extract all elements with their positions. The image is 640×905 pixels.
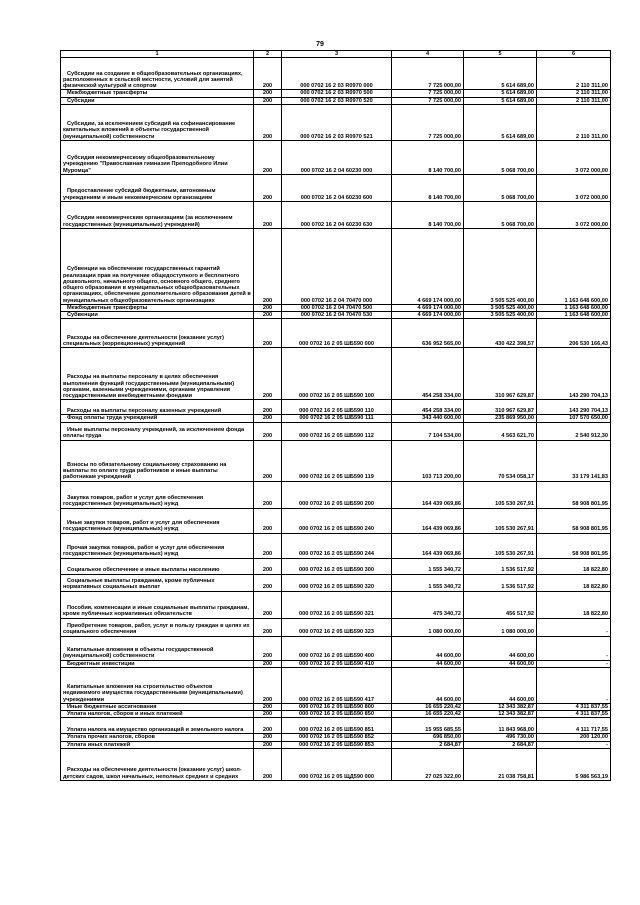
row-executed-amount: 105 530 267,91 <box>464 508 537 533</box>
row-approved-amount: 4 669 174 000,00 <box>392 312 464 319</box>
row-executed-amount: 21 038 758,81 <box>464 748 537 780</box>
row-budget-code: 000 0702 16 2 05 ШБ590 851 <box>282 718 392 734</box>
table-row <box>61 104 611 140</box>
row-executed-amount: 235 869 950,00 <box>464 415 537 422</box>
row-name: Пособия, компенсации и иные социальные выплаты гражданам, кроме публичных нормативных обязательств <box>61 591 254 618</box>
table-row <box>61 636 611 660</box>
table-row <box>61 558 611 574</box>
row-name: Социальные выплаты гражданам, кроме публичных нормативных социальных выплат <box>61 574 254 591</box>
row-budget-code: 000 0702 16 2 05 ШБ590 100 <box>282 348 392 400</box>
row-executed-amount: 5 068 700,00 <box>464 201 537 228</box>
budget-table <box>60 50 611 781</box>
row-executed-amount: 44 600,00 <box>464 636 537 660</box>
row-name: Субсидия некоммерческому общеобразовательному учреждению "Православная гимназия Преподобного Илии Муромца" <box>61 140 254 174</box>
row-unexecuted-amount: - <box>537 741 611 748</box>
row-approved-amount: 16 655 220,42 <box>392 703 464 710</box>
row-unexecuted-amount: 3 072 000,00 <box>537 140 611 174</box>
row-unexecuted-amount: 107 570 650,00 <box>537 415 611 422</box>
table-row <box>61 533 611 558</box>
row-approved-amount: 4 669 174 000,00 <box>392 228 464 304</box>
row-executed-amount: 5 068 700,00 <box>464 140 537 174</box>
row-unexecuted-amount: 1 163 648 600,00 <box>537 304 611 311</box>
row-name: Приобретение товаров, работ, услуг в пользу граждан в целях их социального обеспечения <box>61 618 254 636</box>
table-row <box>61 304 611 311</box>
row-budget-code: 000 0702 16 2 04 70470 530 <box>282 312 392 319</box>
row-budget-code: 000 0702 16 2 05 ШБ590 119 <box>282 440 392 481</box>
row-unexecuted-amount: 2 110 311,00 <box>537 97 611 104</box>
table-row <box>61 748 611 780</box>
row-unexecuted-amount: - <box>537 636 611 660</box>
row-budget-code: 000 0702 16 2 05 ШБ590 110 <box>282 400 392 415</box>
row-unexecuted-amount: 2 110 311,00 <box>537 58 611 90</box>
column-header-3: 3 <box>282 51 392 58</box>
row-unexecuted-amount: 58 908 801,95 <box>537 533 611 558</box>
row-name: Расходы на выплаты персоналу казенных учреждений <box>61 400 254 415</box>
row-approved-amount: 8 140 700,00 <box>392 201 464 228</box>
table-row <box>61 591 611 618</box>
row-name: Расходы на обеспечение деятельности (оказание услуг) специальных (коррекционных) учреждений <box>61 319 254 348</box>
row-name: Субсидии <box>61 97 254 104</box>
row-budget-code: 000 0702 16 2 04 60230 000 <box>282 140 392 174</box>
table-row <box>61 422 611 440</box>
column-header-6: 6 <box>537 51 611 58</box>
row-code: 200 <box>254 174 282 201</box>
row-unexecuted-amount: 18 822,80 <box>537 558 611 574</box>
row-unexecuted-amount: 33 179 141,83 <box>537 440 611 481</box>
row-executed-amount: 310 967 629,87 <box>464 348 537 400</box>
row-executed-amount: 5 068 700,00 <box>464 174 537 201</box>
row-budget-code: 000 0702 16 2 05 ШБ590 300 <box>282 558 392 574</box>
table-row <box>61 741 611 748</box>
row-unexecuted-amount: 206 530 166,43 <box>537 319 611 348</box>
row-approved-amount: 1 555 340,72 <box>392 558 464 574</box>
row-executed-amount: 11 843 968,00 <box>464 718 537 734</box>
row-name: Иные выплаты персоналу учреждений, за исключением фонда оплаты труда <box>61 422 254 440</box>
row-executed-amount: 310 967 629,87 <box>464 400 537 415</box>
row-name: Расходы на обеспечение деятельности (оказание услуг) школ-детских садов, школ начальных, неполных средних и средних <box>61 748 254 780</box>
row-code: 200 <box>254 140 282 174</box>
row-approved-amount: 1 080 000,00 <box>392 618 464 636</box>
row-code: 200 <box>254 660 282 667</box>
row-executed-amount: 3 505 525 400,00 <box>464 312 537 319</box>
table-row <box>61 140 611 174</box>
row-budget-code: 000 0702 16 2 05 ШБ590 112 <box>282 422 392 440</box>
row-budget-code: 000 0702 16 2 05 ШБ590 410 <box>282 660 392 667</box>
row-name: Капитальные вложения в объекты государственной (муниципальной) собственности <box>61 636 254 660</box>
row-code: 200 <box>254 533 282 558</box>
row-budget-code: 000 0702 16 2 05 ШБ590 320 <box>282 574 392 591</box>
row-budget-code: 000 0702 16 2 05 ШБ590 800 <box>282 703 392 710</box>
row-unexecuted-amount: 143 290 704,13 <box>537 400 611 415</box>
table-row <box>61 415 611 422</box>
row-budget-code: 000 0702 16 2 05 ШБ590 321 <box>282 591 392 618</box>
row-budget-code: 000 0702 16 2 03 R0970 521 <box>282 104 392 140</box>
table-row <box>61 618 611 636</box>
row-approved-amount: 164 439 069,86 <box>392 481 464 508</box>
row-code: 200 <box>254 711 282 718</box>
column-header-2: 2 <box>254 51 282 58</box>
row-approved-amount: 343 440 600,00 <box>392 415 464 422</box>
table-row <box>61 440 611 481</box>
table-row <box>61 201 611 228</box>
row-name: Уплата налогов, сборов и иных платежей <box>61 711 254 718</box>
table-row <box>61 718 611 734</box>
row-executed-amount: 1 536 517,92 <box>464 558 537 574</box>
row-approved-amount: 7 725 000,00 <box>392 58 464 90</box>
row-executed-amount: 496 730,00 <box>464 734 537 741</box>
table-row <box>61 667 611 703</box>
row-approved-amount: 44 600,00 <box>392 660 464 667</box>
row-unexecuted-amount: 3 072 000,00 <box>537 201 611 228</box>
row-budget-code: 000 0702 16 2 03 R0970 500 <box>282 90 392 97</box>
row-name: Расходы на выплаты персоналу в целях обеспечения выполнения функций государственными (муниципальными) органами, казенными учреждениями, органами управления государственными внебюджетными фондами <box>61 348 254 400</box>
column-header-1: 1 <box>61 51 254 58</box>
row-code: 200 <box>254 667 282 703</box>
table-row <box>61 660 611 667</box>
row-executed-amount: 44 600,00 <box>464 667 537 703</box>
row-budget-code: 000 0702 16 2 04 60230 630 <box>282 201 392 228</box>
row-unexecuted-amount: 58 908 801,95 <box>537 508 611 533</box>
table-row <box>61 348 611 400</box>
row-executed-amount: 5 614 689,00 <box>464 58 537 90</box>
row-budget-code: 000 0702 16 2 05 ШБ590 240 <box>282 508 392 533</box>
row-code: 200 <box>254 415 282 422</box>
row-code: 200 <box>254 636 282 660</box>
row-code: 200 <box>254 618 282 636</box>
row-approved-amount: 7 104 534,00 <box>392 422 464 440</box>
row-code: 200 <box>254 348 282 400</box>
row-name: Иные бюджетные ассигнования <box>61 703 254 710</box>
row-approved-amount: 27 025 322,00 <box>392 748 464 780</box>
row-executed-amount: 3 505 525 400,00 <box>464 304 537 311</box>
row-approved-amount: 1 555 340,72 <box>392 574 464 591</box>
row-code: 200 <box>254 741 282 748</box>
table-row <box>61 711 611 718</box>
row-budget-code: 000 0702 16 2 03 R0970 520 <box>282 97 392 104</box>
row-name: Иные закупки товаров, работ и услуг для обеспечения государственных (муниципальных) нужд <box>61 508 254 533</box>
row-approved-amount: 164 439 069,86 <box>392 508 464 533</box>
row-budget-code: 000 0702 16 2 05 ШБ590 200 <box>282 481 392 508</box>
row-approved-amount: 44 600,00 <box>392 636 464 660</box>
table-row <box>61 400 611 415</box>
row-executed-amount: 3 505 525 400,00 <box>464 228 537 304</box>
row-name: Субвенции <box>61 312 254 319</box>
row-code: 200 <box>254 104 282 140</box>
row-name: Субсидии, за исключением субсидий на софинансирование капитальных вложений в объекты государственной (муниципальной) собственности <box>61 104 254 140</box>
row-executed-amount: 5 614 689,00 <box>464 90 537 97</box>
row-code: 200 <box>254 228 282 304</box>
row-unexecuted-amount: 18 822,80 <box>537 574 611 591</box>
row-code: 200 <box>254 574 282 591</box>
row-code: 200 <box>254 440 282 481</box>
row-executed-amount: 70 534 058,17 <box>464 440 537 481</box>
row-unexecuted-amount: 18 822,80 <box>537 591 611 618</box>
row-unexecuted-amount: - <box>537 618 611 636</box>
row-budget-code: 000 0702 16 2 04 70470 500 <box>282 304 392 311</box>
row-code: 200 <box>254 58 282 90</box>
row-name: Субвенции на обеспечение государственных гарантий реализации прав на получение общедоступного и бесплатного дошкольного, начального общего, основного общего, среднего общего образования в муниципальных общеобразовательных организациях, обеспечение дополнительного образования детей в муниципальных общеобразовательных организациях <box>61 228 254 304</box>
row-executed-amount: 430 422 398,57 <box>464 319 537 348</box>
row-approved-amount: 2 684,87 <box>392 741 464 748</box>
row-unexecuted-amount: 1 163 648 600,00 <box>537 312 611 319</box>
row-executed-amount: 5 614 689,00 <box>464 97 537 104</box>
row-code: 200 <box>254 201 282 228</box>
row-name: Субсидии некоммерческим организациям (за исключением государственных (муниципальных) учреждений) <box>61 201 254 228</box>
row-name: Взносы по обязательному социальному страхованию на выплаты по оплате труда работников и иные выплаты работникам учреждений <box>61 440 254 481</box>
row-unexecuted-amount: - <box>537 660 611 667</box>
row-approved-amount: 696 850,00 <box>392 734 464 741</box>
row-name: Капитальные вложения на строительство объектов недвижимого имущества государственными (муниципальными) учреждениями <box>61 667 254 703</box>
row-approved-amount: 7 725 000,00 <box>392 90 464 97</box>
row-code: 200 <box>254 703 282 710</box>
table-row <box>61 90 611 97</box>
row-budget-code: 000 0702 16 2 05 ШБ590 244 <box>282 533 392 558</box>
row-code: 200 <box>254 312 282 319</box>
row-unexecuted-amount: 3 072 000,00 <box>537 174 611 201</box>
row-budget-code: 000 0702 16 2 05 ШБ590 852 <box>282 734 392 741</box>
column-header-5: 5 <box>464 51 537 58</box>
column-header-4: 4 <box>392 51 464 58</box>
row-approved-amount: 636 952 565,00 <box>392 319 464 348</box>
row-budget-code: 000 0702 16 2 05 ШБ590 323 <box>282 618 392 636</box>
row-executed-amount: 2 684,87 <box>464 741 537 748</box>
table-header-row <box>61 51 611 58</box>
row-unexecuted-amount: 4 111 717,55 <box>537 718 611 734</box>
row-code: 200 <box>254 508 282 533</box>
row-executed-amount: 4 563 621,70 <box>464 422 537 440</box>
table-row <box>61 312 611 319</box>
row-budget-code: 000 0702 16 2 05 ШБ590 417 <box>282 667 392 703</box>
row-unexecuted-amount: 2 540 912,30 <box>537 422 611 440</box>
table-row <box>61 508 611 533</box>
table-row <box>61 574 611 591</box>
row-approved-amount: 164 439 069,86 <box>392 533 464 558</box>
row-code: 200 <box>254 748 282 780</box>
table-row <box>61 228 611 304</box>
table-row <box>61 734 611 741</box>
row-name: Уплата прочих налогов, сборов <box>61 734 254 741</box>
row-name: Предоставление субсидий бюджетным, автономным учреждениям и иным некоммерческим организациям <box>61 174 254 201</box>
row-budget-code: 000 0702 16 2 05 ШБ590 853 <box>282 741 392 748</box>
table-row <box>61 319 611 348</box>
row-code: 200 <box>254 718 282 734</box>
row-approved-amount: 4 669 174 000,00 <box>392 304 464 311</box>
row-name: Уплата иных платежей <box>61 741 254 748</box>
row-name: Субсидии на создание в общеобразовательных организациях, расположенных в сельской местности, условий для занятий физической культурой и спортом <box>61 58 254 90</box>
row-executed-amount: 105 530 267,91 <box>464 481 537 508</box>
row-name: Уплата налога на имущество организаций и земельного налога <box>61 718 254 734</box>
row-code: 200 <box>254 400 282 415</box>
row-name: Межбюджетные трансферты <box>61 304 254 311</box>
row-approved-amount: 7 725 000,00 <box>392 97 464 104</box>
row-approved-amount: 15 955 685,55 <box>392 718 464 734</box>
row-budget-code: 000 0702 16 2 05 ШБ590 000 <box>282 319 392 348</box>
table-row <box>61 97 611 104</box>
row-name: Социальное обеспечение и иные выплаты населению <box>61 558 254 574</box>
row-executed-amount: 1 536 517,92 <box>464 574 537 591</box>
row-executed-amount: 1 080 000,00 <box>464 618 537 636</box>
row-code: 200 <box>254 90 282 97</box>
table-row <box>61 703 611 710</box>
row-code: 200 <box>254 591 282 618</box>
row-approved-amount: 454 258 334,00 <box>392 400 464 415</box>
table-row <box>61 174 611 201</box>
row-approved-amount: 103 713 200,00 <box>392 440 464 481</box>
row-executed-amount: 456 517,92 <box>464 591 537 618</box>
row-unexecuted-amount: 58 908 801,95 <box>537 481 611 508</box>
row-approved-amount: 16 655 220,42 <box>392 711 464 718</box>
row-code: 200 <box>254 481 282 508</box>
table-row <box>61 481 611 508</box>
page-number: 79 <box>316 41 324 48</box>
row-budget-code: 000 0702 16 2 03 R0970 000 <box>282 58 392 90</box>
row-budget-code: 000 0702 16 2 05 ШБ590 111 <box>282 415 392 422</box>
row-unexecuted-amount: 4 311 837,55 <box>537 711 611 718</box>
row-approved-amount: 7 725 000,00 <box>392 104 464 140</box>
row-unexecuted-amount: 143 290 704,13 <box>537 348 611 400</box>
row-code: 200 <box>254 558 282 574</box>
row-unexecuted-amount: 1 163 648 600,00 <box>537 228 611 304</box>
row-unexecuted-amount: - <box>537 667 611 703</box>
row-approved-amount: 454 258 334,00 <box>392 348 464 400</box>
row-executed-amount: 12 343 382,87 <box>464 703 537 710</box>
row-budget-code: 000 0702 16 2 05 ШБ590 850 <box>282 711 392 718</box>
row-name: Закупка товаров, работ и услуг для обеспечения государственных (муниципальных) нужд <box>61 481 254 508</box>
row-unexecuted-amount: 2 110 311,00 <box>537 90 611 97</box>
row-code: 200 <box>254 422 282 440</box>
row-budget-code: 000 0702 16 2 04 70470 000 <box>282 228 392 304</box>
row-approved-amount: 8 140 700,00 <box>392 140 464 174</box>
row-budget-code: 000 0702 16 2 05 ЩД590 000 <box>282 748 392 780</box>
row-approved-amount: 44 600,00 <box>392 667 464 703</box>
row-unexecuted-amount: 200 120,00 <box>537 734 611 741</box>
row-name: Прочая закупка товаров, работ и услуг для обеспечения государственных (муниципальных) нужд <box>61 533 254 558</box>
row-unexecuted-amount: 5 986 563,19 <box>537 748 611 780</box>
row-name: Бюджетные инвестиции <box>61 660 254 667</box>
row-unexecuted-amount: 4 311 837,55 <box>537 703 611 710</box>
row-executed-amount: 44 600,00 <box>464 660 537 667</box>
row-name: Межбюджетные трансферты <box>61 90 254 97</box>
row-code: 200 <box>254 319 282 348</box>
table-row <box>61 58 611 90</box>
row-executed-amount: 12 343 382,87 <box>464 711 537 718</box>
row-budget-code: 000 0702 16 2 05 ШБ590 400 <box>282 636 392 660</box>
row-code: 200 <box>254 97 282 104</box>
row-code: 200 <box>254 304 282 311</box>
row-unexecuted-amount: 2 110 311,00 <box>537 104 611 140</box>
row-name: Фонд оплаты труда учреждений <box>61 415 254 422</box>
row-executed-amount: 105 530 267,91 <box>464 533 537 558</box>
row-approved-amount: 8 140 700,00 <box>392 174 464 201</box>
row-approved-amount: 475 340,72 <box>392 591 464 618</box>
row-budget-code: 000 0702 16 2 04 60230 600 <box>282 174 392 201</box>
row-code: 200 <box>254 734 282 741</box>
row-executed-amount: 5 614 689,00 <box>464 104 537 140</box>
